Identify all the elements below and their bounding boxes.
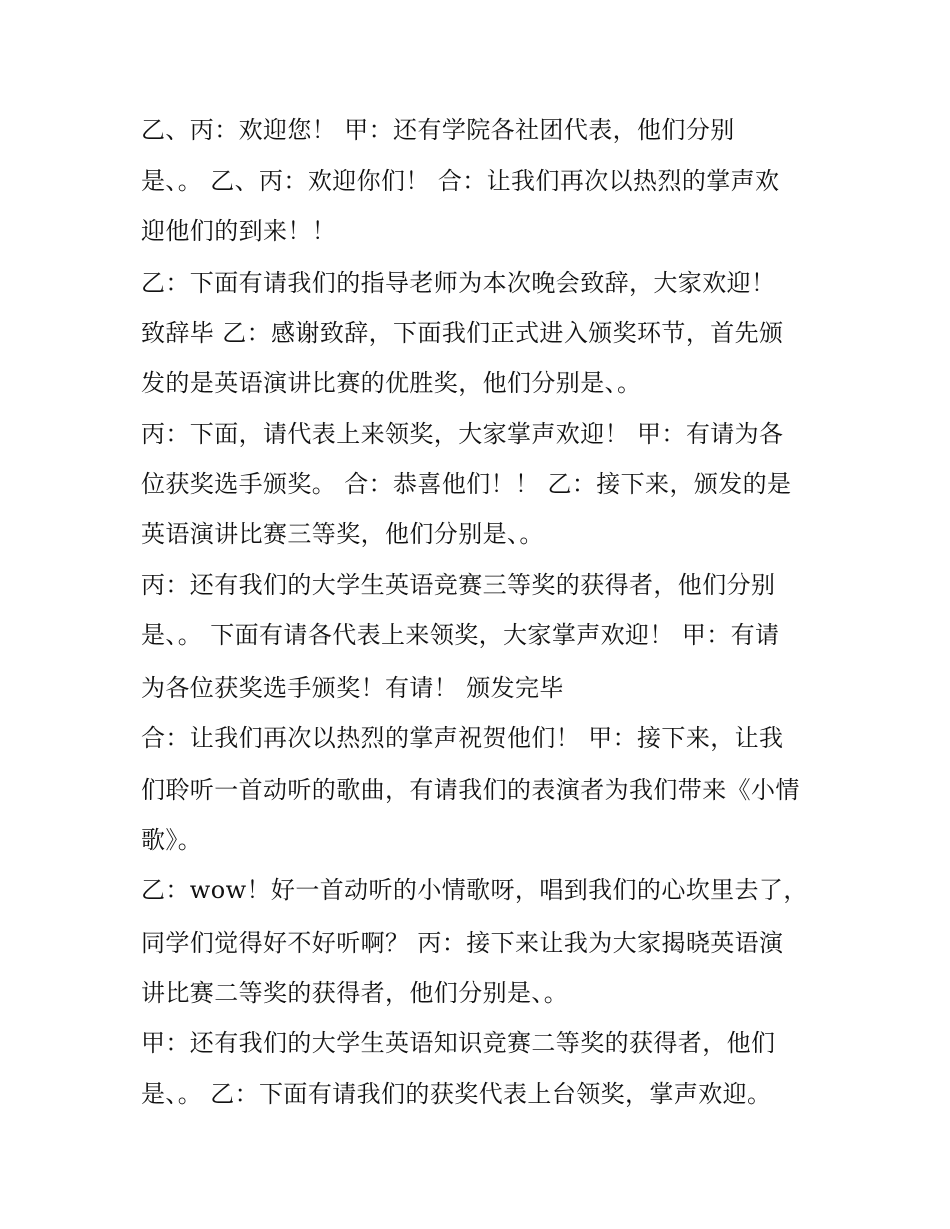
text-line: 甲：还有我们的大学生英语知识竞赛二等奖的获得者，他们 (141, 1029, 776, 1057)
text-line: 乙：wow！好一首动听的小情歌呀，唱到我们的心坎里去了， (141, 876, 808, 904)
text-line: 同学们觉得好不好听啊？ 丙：接下来让我为大家揭晓英语演 (141, 929, 784, 957)
text-line: 英语演讲比赛三等奖，他们分别是、。 (141, 520, 544, 548)
text-line: 位获奖选手颁奖。 合：恭喜他们！！ 乙：接下来，颁发的是 (141, 470, 792, 498)
text-line: 致辞毕 乙：感谢致辞，下面我们正式进入颁奖环节，首先颁 (141, 319, 784, 347)
text-line: 歌》。 (141, 826, 203, 854)
text-line: 是、。 乙、丙：欢迎你们！ 合：让我们再次以热烈的掌声欢 (141, 167, 780, 195)
text-line: 丙：还有我们的大学生英语竞赛三等奖的获得者，他们分别 (141, 571, 776, 599)
text-line: 讲比赛二等奖的获得者，他们分别是、。 (141, 979, 569, 1007)
text-line: 发的是英语演讲比赛的优胜奖，他们分别是、。 (141, 369, 642, 397)
text-line: 是、。 乙：下面有请我们的获奖代表上台领奖，掌声欢迎。 (141, 1080, 772, 1108)
text-line: 乙：下面有请我们的指导老师为本次晚会致辞，大家欢迎！ (141, 269, 776, 297)
text-line: 迎他们的到来！！ (141, 217, 337, 245)
text-line: 是、。 下面有请各代表上来领奖，大家掌声欢迎！ 甲：有请 (141, 621, 780, 649)
text-line: 乙、丙：欢迎您！ 甲：还有学院各社团代表，他们分别 (141, 116, 735, 144)
text-line: 们聆听一首动听的歌曲，有请我们的表演者为我们带来《小情 (141, 776, 800, 804)
text-line: 丙：下面，请代表上来领奖，大家掌声欢迎！ 甲：有请为各 (141, 420, 784, 448)
text-line: 合：让我们再次以热烈的掌声祝贺他们！ 甲：接下来，让我 (141, 724, 784, 752)
text-line: 为各位获奖选手颁奖！有请！ 颁发完毕 (141, 674, 564, 702)
